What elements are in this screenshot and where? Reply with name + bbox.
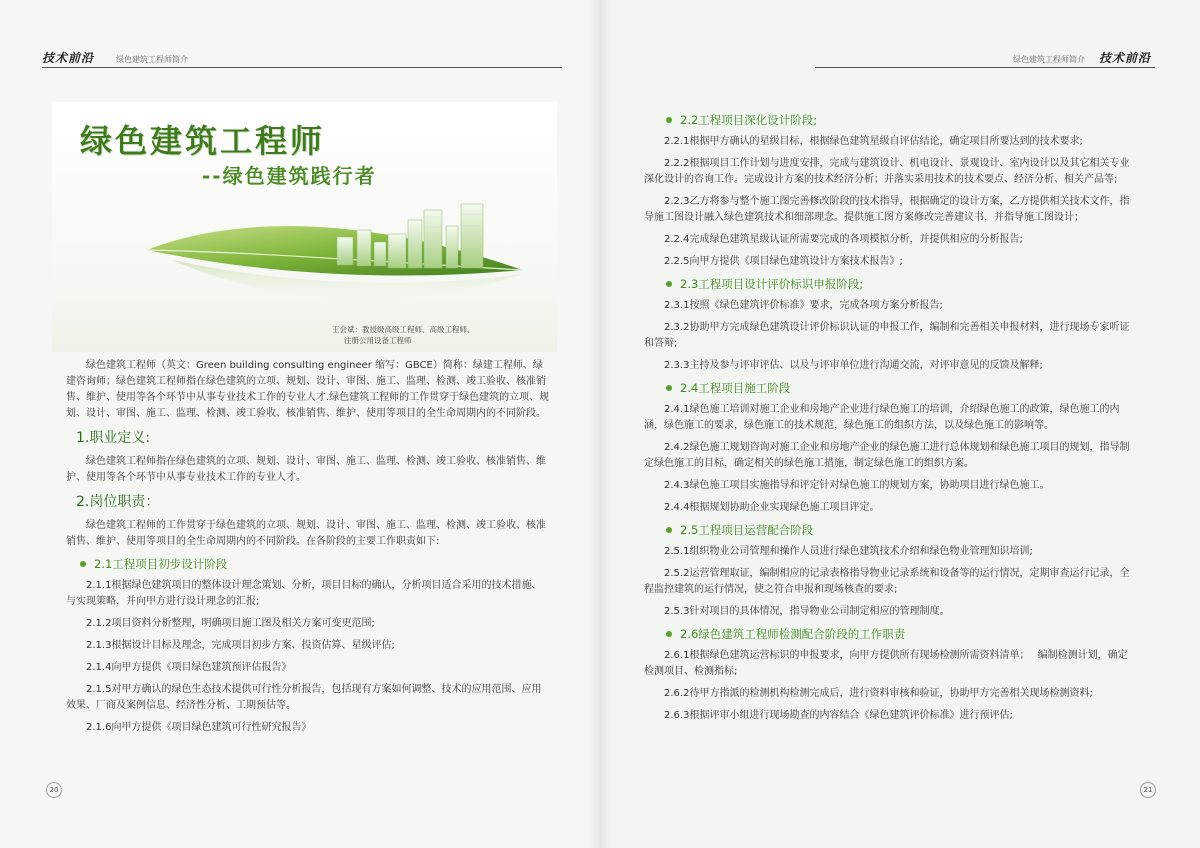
bullet-icon bbox=[666, 117, 672, 123]
list-item: 2.5.1组织物业公司管理和操作人员进行绿色建筑技术介绍和绿色物业管理知识培训; bbox=[664, 546, 1033, 557]
hero-subtitle: --绿色建筑践行者 bbox=[202, 164, 377, 188]
running-title: 绿色建筑工程师简介 bbox=[116, 55, 189, 64]
left-running-header bbox=[42, 50, 562, 68]
definition-paragraph: 绿色建筑工程师指在绿色建筑的立项、规划、设计、审图、施工、监理、检测、竣工验收、核准销售、维护、使用等各个环节中从事专业技术工作的专业人才。 bbox=[66, 456, 546, 483]
list-item: 2.2.2根据项目工作计划与进度安排，完成与建筑设计、机电设计、景观设计、室内设计以及其它相关专业深化设计的咨询工作。完成设计方案的技术经济分析；并落实采用技术的技术要点、经济分析、相关产品等; bbox=[644, 158, 1130, 185]
subsection-title: 2.2工程项目深化设计阶段; bbox=[680, 113, 818, 127]
running-title: 绿色建筑工程师简介 bbox=[1012, 55, 1085, 64]
bullet-icon bbox=[666, 631, 672, 637]
list-item: 2.5.2运营管理取证，编制相应的记录表格指导物业记录系统和设备等的运行情况，定期审查运行记录，全程监控建筑的运行情况，使之符合申报和现场核查的要求; bbox=[644, 568, 1130, 595]
subsection-title: 2.3工程项目设计评价标识申报阶段; bbox=[680, 277, 864, 291]
section-heading-duties: 2.岗位职责： bbox=[76, 494, 160, 510]
page-number-right: 21 bbox=[1140, 782, 1156, 798]
left-body-text bbox=[66, 358, 550, 742]
list-item: 2.2.1根据甲方确认的星级目标，根据绿色建筑星级自评估结论，确定项目所要达到的技术要求; bbox=[664, 136, 1083, 147]
list-item: 2.2.3乙方将参与整个施工图完善修改阶段的技术指导，根据确定的设计方案，乙方提供相关技术文件，指导施工图设计融入绿色建筑技术和细部理念。提供施工图方案修改完善建议书，并指导施工图设计； bbox=[644, 196, 1130, 223]
author-caption bbox=[332, 324, 475, 346]
list-item: 2.2.4完成绿色建筑星级认证所需要完成的各项模拟分析，并提供相应的分析报告; bbox=[664, 234, 1023, 245]
intro-paragraph: 绿色建筑工程师（英文：Green building consulting engineer 缩写：GBCE）简称：绿建工程师、绿建咨询师；绿色建筑工程师指在绿色建筑的立项、规划、设计、审图、施工、监理、检测、竣工验收、核准销售、维护、使用等各个环节中从事专业技术工作的专业人才.绿色建筑工程师的工作贯穿于绿色建筑的立项、规划、设计、审图、施工、监理、检测、竣工验收、核准销售、维护、使用等项目的全生命周期内的不同阶段。 bbox=[66, 360, 550, 419]
list-item: 2.1.5对甲方确认的绿色生态技术提供可行性分析报告，包括现有方案如何调整、技术的应用范围、应用效果、厂商及案例信息、经济性分析、工期预估等。 bbox=[66, 684, 542, 711]
section-heading-definition: 1.职业定义: bbox=[76, 430, 151, 446]
column-logo: 技术前沿 bbox=[1098, 51, 1151, 65]
list-item: 2.4.1绿色施工培训对施工企业和房地产企业进行绿色施工的培训，介绍绿色施工的政策，绿色施工的内涵，绿色施工的要求，绿色施工的技术规范，绿色施工的组织方法，以及绿色施工的影响等。 bbox=[644, 404, 1120, 431]
subsection-title: 2.1工程项目初步设计阶段 bbox=[94, 557, 228, 571]
duties-paragraph: 绿色建筑工程师的工作贯穿于绿色建筑的立项、规划、设计、审图、施工、监理、检测、竣工验收、核准销售、维护、使用等项目的全生命周期内的不同阶段。在各阶段的主要工作职责如下: bbox=[66, 520, 546, 547]
list-item: 2.4.4根据规划协助企业实现绿色施工项目评定。 bbox=[664, 502, 880, 513]
subsection-title: 2.6绿色建筑工程师检测配合阶段的工作职责 bbox=[680, 627, 906, 641]
bullet-icon bbox=[666, 385, 672, 391]
list-item: 2.2.5向甲方提供《项目绿色建筑设计方案技术报告》; bbox=[664, 256, 903, 267]
hero-title: 绿色建筑工程师 bbox=[80, 122, 326, 160]
list-item: 2.3.1按照《绿色建筑评价标准》要求，完成各项方案分析报告; bbox=[664, 300, 943, 311]
subsection-heading-2-2 bbox=[666, 112, 1132, 128]
subsection-heading-2-3 bbox=[666, 276, 1132, 292]
list-item: 2.4.3绿色施工项目实施指导和评定针对绿色施工的规划方案，协助项目进行绿色施工。 bbox=[664, 480, 1050, 491]
list-item: 2.1.1根据绿色建筑项目的整体设计理念策划、分析，项目目标的确认，分析项目适合采用的技术措施、与实现策略，并向甲方进行设计理念的汇报; bbox=[66, 580, 542, 607]
subsection-heading-2-5 bbox=[666, 522, 1132, 538]
right-running-header bbox=[815, 50, 1155, 68]
hero-banner bbox=[52, 102, 557, 352]
list-item: 2.1.3根据设计目标及理念，完成项目初步方案、投资估算、星级评估; bbox=[86, 640, 395, 651]
subsection-title: 2.5工程项目运营配合阶段 bbox=[680, 523, 814, 537]
list-item: 2.1.2项目资料分析整理，明确项目施工图及相关方案可变更范围; bbox=[86, 618, 375, 629]
bullet-icon bbox=[80, 561, 86, 567]
list-item: 2.5.3针对项目的具体情况，指导物业公司制定相应的管理制度。 bbox=[664, 606, 950, 617]
column-logo: 技术前沿 bbox=[42, 51, 95, 65]
bullet-icon bbox=[666, 527, 672, 533]
list-item: 2.6.3根据评审小组进行现场勘查的内容结合《绿色建筑评价标准》进行预评估; bbox=[664, 710, 1013, 721]
list-item: 2.6.2待甲方指派的检测机构检测完成后，进行资料审核和验证，协助甲方完善相关现场检测资料; bbox=[664, 688, 1093, 699]
page-number-left: 20 bbox=[46, 782, 62, 798]
subsection-title: 2.4工程项目施工阶段 bbox=[680, 381, 791, 395]
subsection-heading-2-4 bbox=[666, 380, 1132, 396]
list-item: 2.3.2协助甲方完成绿色建筑设计评价标识认证的申报工作，编制和完善相关申报材料，进行现场专家听证和答辩; bbox=[644, 322, 1130, 349]
subsection-heading-2-6 bbox=[666, 626, 1132, 642]
list-item: 2.6.1根据绿色建筑运营标识的申报要求，向甲方提供所有现场检测所需资料清单； 编制检测计划，确定检测项目、检测指标; bbox=[644, 650, 1128, 677]
list-item: 2.1.4向甲方提供《项目绿色建筑预评估报告》 bbox=[86, 662, 292, 673]
right-body-text bbox=[644, 106, 1132, 730]
page-gutter bbox=[588, 0, 612, 848]
list-item: 2.1.6向甲方提供《项目绿色建筑可行性研究报告》 bbox=[86, 722, 312, 733]
list-item: 2.4.2绿色施工规划咨询对施工企业和房地产企业的绿色施工进行总体规划和绿色施工项目的规划，指导制定绿色施工的目标，确定相关的绿色施工措施，制定绿色施工的组织方案。 bbox=[644, 442, 1130, 469]
caption-line: 注册公用设备工程师 bbox=[344, 336, 412, 345]
caption-line: 王会斌：教授级高级工程师、高级工程师、 bbox=[332, 325, 475, 334]
list-item: 2.3.3主持及参与评审评估、以及与评审单位进行沟通交流，对评审意见的反馈及解释; bbox=[664, 360, 1043, 371]
bullet-icon bbox=[666, 281, 672, 287]
subsection-heading-2-1 bbox=[80, 556, 550, 572]
